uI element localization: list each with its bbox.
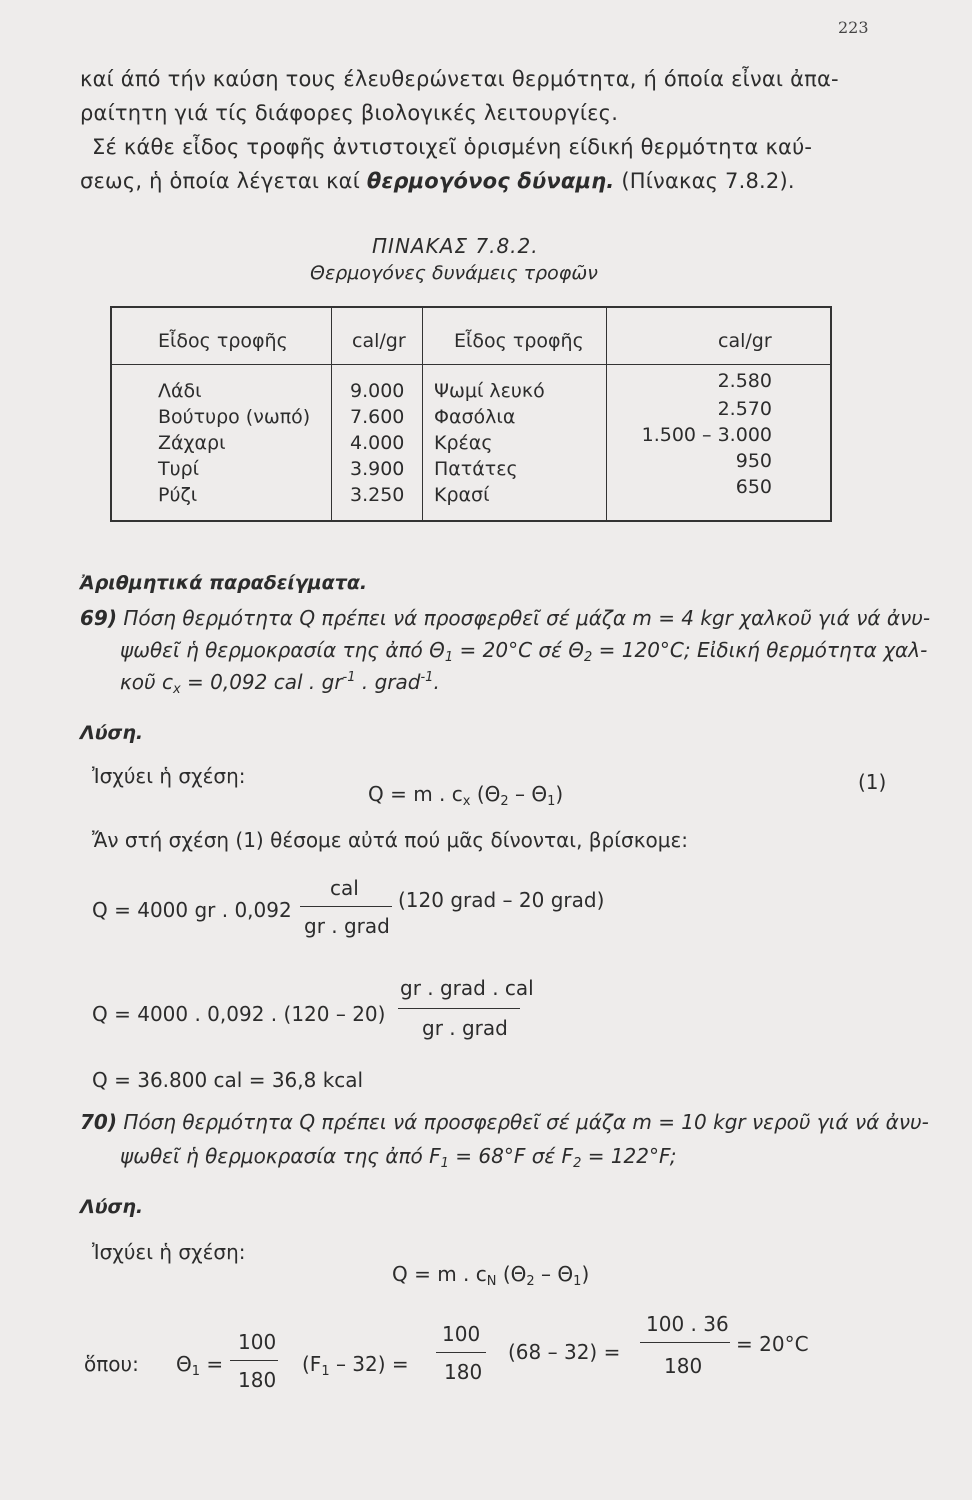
formula-text: – 32) =	[329, 1352, 409, 1376]
formula-text: – Θ	[534, 1262, 574, 1286]
table-col-divider-2	[422, 308, 423, 520]
ex69-result: Q = 36.800 cal = 36,8 kcal	[92, 1068, 364, 1092]
intro-line-3: Σέ κάθε εἶδος τροφῆς ἀντιστοιχεῖ ὁρισμένη είδική θερμότητα καύ-	[92, 135, 813, 159]
ex70-line-2	[120, 1144, 677, 1171]
ex69-line-2	[120, 638, 927, 665]
ex69-eq2-denominator: gr . grad	[422, 1016, 508, 1040]
table-value-cell: 2.570	[717, 398, 772, 420]
table-value-cell: 3.250	[350, 484, 405, 506]
ex69-solution-label: Λύση.	[80, 722, 144, 744]
intro-line-4-text: σεως, ἡ ὁποία λέγεται καί	[80, 169, 367, 193]
ex69-formula	[368, 782, 563, 809]
superscript-minus-1: -1	[342, 670, 356, 685]
table-food-cell: Λάδι	[158, 380, 202, 402]
table-value-cell: 1.500 – 3.000	[641, 424, 772, 446]
ex69-line-3-text: . grad	[355, 670, 421, 694]
table-food-cell: Ρύζι	[158, 484, 198, 506]
ex69-eq1-denominator: gr . grad	[304, 914, 390, 938]
subscript-1: 1	[573, 1274, 582, 1289]
subscript-2: 2	[500, 794, 509, 809]
ex70-frac2-numerator: 100	[442, 1322, 481, 1346]
theta-symbol: Θ	[176, 1352, 192, 1376]
subscript-1: 1	[440, 1156, 449, 1171]
fraction-bar	[230, 1360, 278, 1361]
table-value-cell: 7.600	[350, 406, 405, 428]
intro-line-1: καί άπό τήν καύση τους έλευθερώνεται θερμότητα, ή όποία εἶναι ἀπα-	[80, 67, 839, 91]
table-value-cell: 3.900	[350, 458, 405, 480]
ex70-result: = 20°C	[736, 1332, 809, 1356]
table-subtitle: Θερμογόνες δυνάμεις τροφῶν	[310, 262, 598, 284]
intro-line-4	[80, 164, 795, 198]
ex70-line-2-text: = 122°F;	[581, 1144, 677, 1168]
table-food-cell: Κρέας	[434, 432, 493, 454]
formula-text: )	[555, 782, 564, 806]
formula-text: )	[581, 1262, 590, 1286]
thermogenic-power-term: θερμογόνος δύναμη.	[366, 169, 615, 193]
table-food-cell: Τυρί	[158, 458, 200, 480]
subscript-x: x	[462, 794, 471, 809]
ex70-where-label: ὅπου:	[84, 1352, 139, 1376]
subscript-1: 1	[321, 1364, 330, 1379]
ex69-number: 69)	[80, 606, 117, 630]
thermogenic-power-table	[110, 306, 832, 522]
ex70-frac3-numerator: 100 . 36	[646, 1312, 729, 1336]
ex70-solution-label: Λύση.	[80, 1196, 144, 1218]
ex69-holds: Ἰσχύει ἡ σχέση:	[92, 764, 246, 788]
formula-text: Q = m . c	[392, 1262, 487, 1286]
subscript-x: x	[172, 682, 181, 697]
ex70-holds: Ἰσχύει ἡ σχέση:	[92, 1240, 246, 1264]
formula-text: (Θ	[496, 1262, 527, 1286]
formula-text: Q = m . c	[368, 782, 463, 806]
table-header-cal-left: cal/gr	[352, 330, 406, 352]
table-header-divider	[112, 364, 830, 365]
ex70-theta1	[176, 1352, 223, 1379]
table-value-cell: 9.000	[350, 380, 405, 402]
ex70-line-2-text: = 68°F σέ F	[448, 1144, 574, 1168]
formula-text: (F	[302, 1352, 322, 1376]
table-food-cell: Ψωμί λευκό	[434, 380, 545, 402]
table-food-cell: Βούτυρο (νωπό)	[158, 406, 311, 428]
table-food-cell: Ζάχαρι	[158, 432, 226, 454]
ex70-frac1-numerator: 100	[238, 1330, 277, 1354]
table-col-divider-3	[606, 308, 607, 520]
examples-heading: Ἀριθμητικά παραδείγματα.	[80, 572, 368, 594]
formula-text: (Θ	[470, 782, 501, 806]
ex70-number: 70)	[80, 1110, 117, 1134]
equals-sign: =	[200, 1352, 224, 1376]
ex70-mid1	[302, 1352, 409, 1379]
ex69-eq2-numerator: gr . grad . cal	[400, 976, 534, 1000]
intro-line-2: ραίτητη γιά τίς διάφορες βιολογικές λειτουργίες.	[80, 101, 619, 125]
subscript-1: 1	[191, 1364, 201, 1379]
table-value-cell: 4.000	[350, 432, 405, 454]
subscript-2: 2	[573, 1156, 582, 1171]
ex69-line-3-text: κοῦ c	[120, 670, 173, 694]
ex69-line-3-text: .	[433, 670, 440, 694]
subscript-1: 1	[547, 794, 556, 809]
table-header-food-right: Εἶδος τροφῆς	[454, 330, 584, 352]
ex69-eq1-numerator: cal	[330, 876, 359, 900]
superscript-minus-1: -1	[420, 670, 434, 685]
ex70-line-1	[80, 1110, 929, 1134]
table-title: ΠΙΝΑΚΑΣ 7.8.2.	[372, 234, 539, 258]
table-header-food-left: Εἶδος τροφῆς	[158, 330, 288, 352]
table-food-cell: Κρασί	[434, 484, 490, 506]
table-col-divider-1	[331, 308, 332, 520]
ex70-frac1-denominator: 180	[238, 1368, 277, 1392]
table-food-cell: Πατάτες	[434, 458, 518, 480]
ex69-line-1	[80, 606, 930, 630]
subscript-N: N	[486, 1274, 497, 1289]
ex70-mid2: (68 – 32) =	[508, 1340, 621, 1364]
table-value-cell: 950	[735, 450, 772, 472]
ex69-line-3-text: = 0,092 cal . gr	[180, 670, 343, 694]
fraction-bar	[398, 1008, 520, 1009]
table-reference: (Πίνακας 7.8.2).	[614, 169, 795, 193]
fraction-bar	[640, 1342, 730, 1343]
ex69-eq1-left: Q = 4000 gr . 0,092	[92, 898, 292, 922]
subscript-2: 2	[526, 1274, 535, 1289]
ex69-line-3	[120, 670, 440, 697]
ex70-formula	[392, 1262, 589, 1289]
subscript-1: 1	[444, 650, 454, 665]
ex70-line-1-text: Πόση θερμότητα Q πρέπει νά προσφερθεῖ σέ μάζα m = 10 kgr νεροῦ γιά νά ἀνυ-	[116, 1110, 929, 1134]
equation-number-1: (1)	[858, 770, 887, 794]
ex69-eq2-left: Q = 4000 . 0,092 . (120 – 20)	[92, 1002, 386, 1026]
table-value-cell: 2.580	[717, 370, 772, 392]
subscript-2: 2	[584, 650, 593, 665]
table-header-cal-right: cal/gr	[718, 330, 772, 352]
ex70-line-2-text: ψωθεῖ ἡ θερμοκρασία της ἀπό F	[120, 1144, 441, 1168]
page-number: 223	[838, 18, 869, 37]
ex69-eq1-right: (120 grad – 20 grad)	[398, 888, 605, 912]
ex69-substitution-intro: Ἄν στή σχέση (1) θέσομε αὐτά πού μᾶς δίνονται, βρίσκομε:	[92, 828, 688, 852]
fraction-bar	[436, 1352, 486, 1353]
ex70-frac2-denominator: 180	[444, 1360, 483, 1384]
ex70-frac3-denominator: 180	[664, 1354, 703, 1378]
ex69-line-2-text: ψωθεῖ ἡ θερμοκρασία της ἀπό Θ	[120, 638, 445, 662]
table-value-cell: 650	[735, 476, 772, 498]
ex69-line-2-text: = 20°C σέ Θ	[453, 638, 584, 662]
table-food-cell: Φασόλια	[434, 406, 516, 428]
ex69-line-2-text: = 120°C; Εἰδική θερμότητα χαλ-	[592, 638, 928, 662]
formula-text: – Θ	[508, 782, 548, 806]
fraction-bar	[300, 906, 392, 907]
ex69-line-1-text: Πόση θερμότητα Q πρέπει νά προσφερθεῖ σέ μάζα m = 4 kgr χαλκοῦ γιά νά ἀνυ-	[116, 606, 931, 630]
